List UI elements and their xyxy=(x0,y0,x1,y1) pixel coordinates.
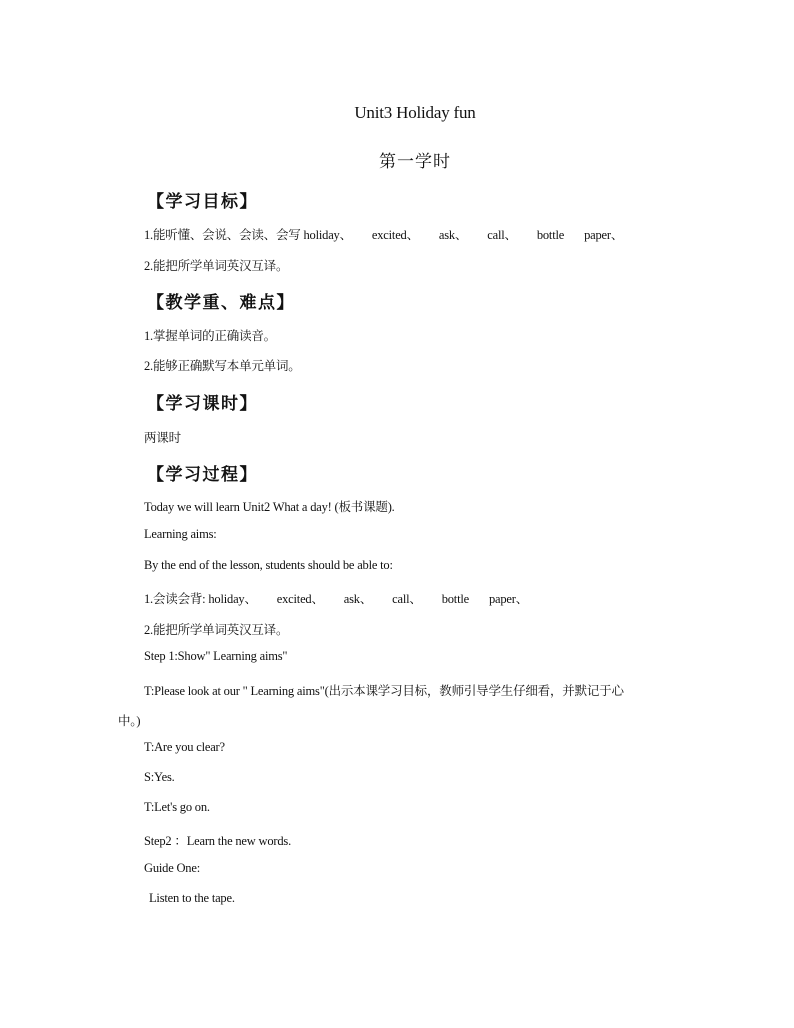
objectives-word: call、 xyxy=(487,228,517,242)
process-line: 中。) xyxy=(118,714,141,728)
objectives-heading: 【学习目标】 xyxy=(147,192,258,212)
process-line: Step2 ：Learn the new words. xyxy=(144,834,291,848)
objectives-word: paper、 xyxy=(584,228,624,242)
process-line: Today we will learn Unit2 What a day! (板书课题). xyxy=(144,500,395,514)
process-line: S:Yes. xyxy=(144,770,175,784)
process-aims-prefix: 1.会读会背: holiday、 xyxy=(144,592,257,606)
key-points-line-1: 1.掌握单词的正确读音。 xyxy=(144,329,276,343)
process-aims-word: bottle xyxy=(441,592,469,606)
objectives-line-2: 2.能把所学单词英汉互译。 xyxy=(144,259,289,273)
objectives-line-1 xyxy=(144,225,623,243)
process-line: T:Are you clear? xyxy=(144,740,225,754)
objectives-line-1-prefix: 1.能听懂、会说、会读、会写 holiday、 xyxy=(144,228,352,242)
process-aims-line xyxy=(144,589,528,607)
document-subtitle: 第一学时 xyxy=(379,152,451,171)
key-points-line-2: 2.能够正确默写本单元单词。 xyxy=(144,359,301,373)
process-line: Listen to the tape. xyxy=(149,891,235,905)
process-line: By the end of the lesson, students should be able to: xyxy=(144,558,393,572)
periods-heading: 【学习课时】 xyxy=(147,394,258,414)
process-aims-word: call、 xyxy=(392,592,422,606)
process-line: 2.能把所学单词英汉互译。 xyxy=(144,623,289,637)
periods-text: 两课时 xyxy=(144,431,181,445)
objectives-word: ask、 xyxy=(438,228,468,242)
process-aims-word: paper、 xyxy=(488,592,529,606)
process-line: Learning aims: xyxy=(144,527,217,541)
process-line: Guide One: xyxy=(144,861,200,875)
process-aims-word: excited、 xyxy=(276,592,324,606)
objectives-word: bottle xyxy=(536,228,565,242)
process-line: T:Let's go on. xyxy=(144,800,210,814)
document-title: Unit3 Holiday fun xyxy=(354,103,476,122)
objectives-word: excited、 xyxy=(371,228,419,242)
process-heading: 【学习过程】 xyxy=(147,465,258,485)
process-aims-word: ask、 xyxy=(343,592,373,606)
process-line: T:Please look at our " Learning aims"(出示本课学习目标，教师引导学生仔细看，并默记于心 xyxy=(144,684,624,698)
key-points-heading: 【教学重、难点】 xyxy=(147,293,295,313)
process-line: Step 1:Show" Learning aims" xyxy=(144,649,288,663)
